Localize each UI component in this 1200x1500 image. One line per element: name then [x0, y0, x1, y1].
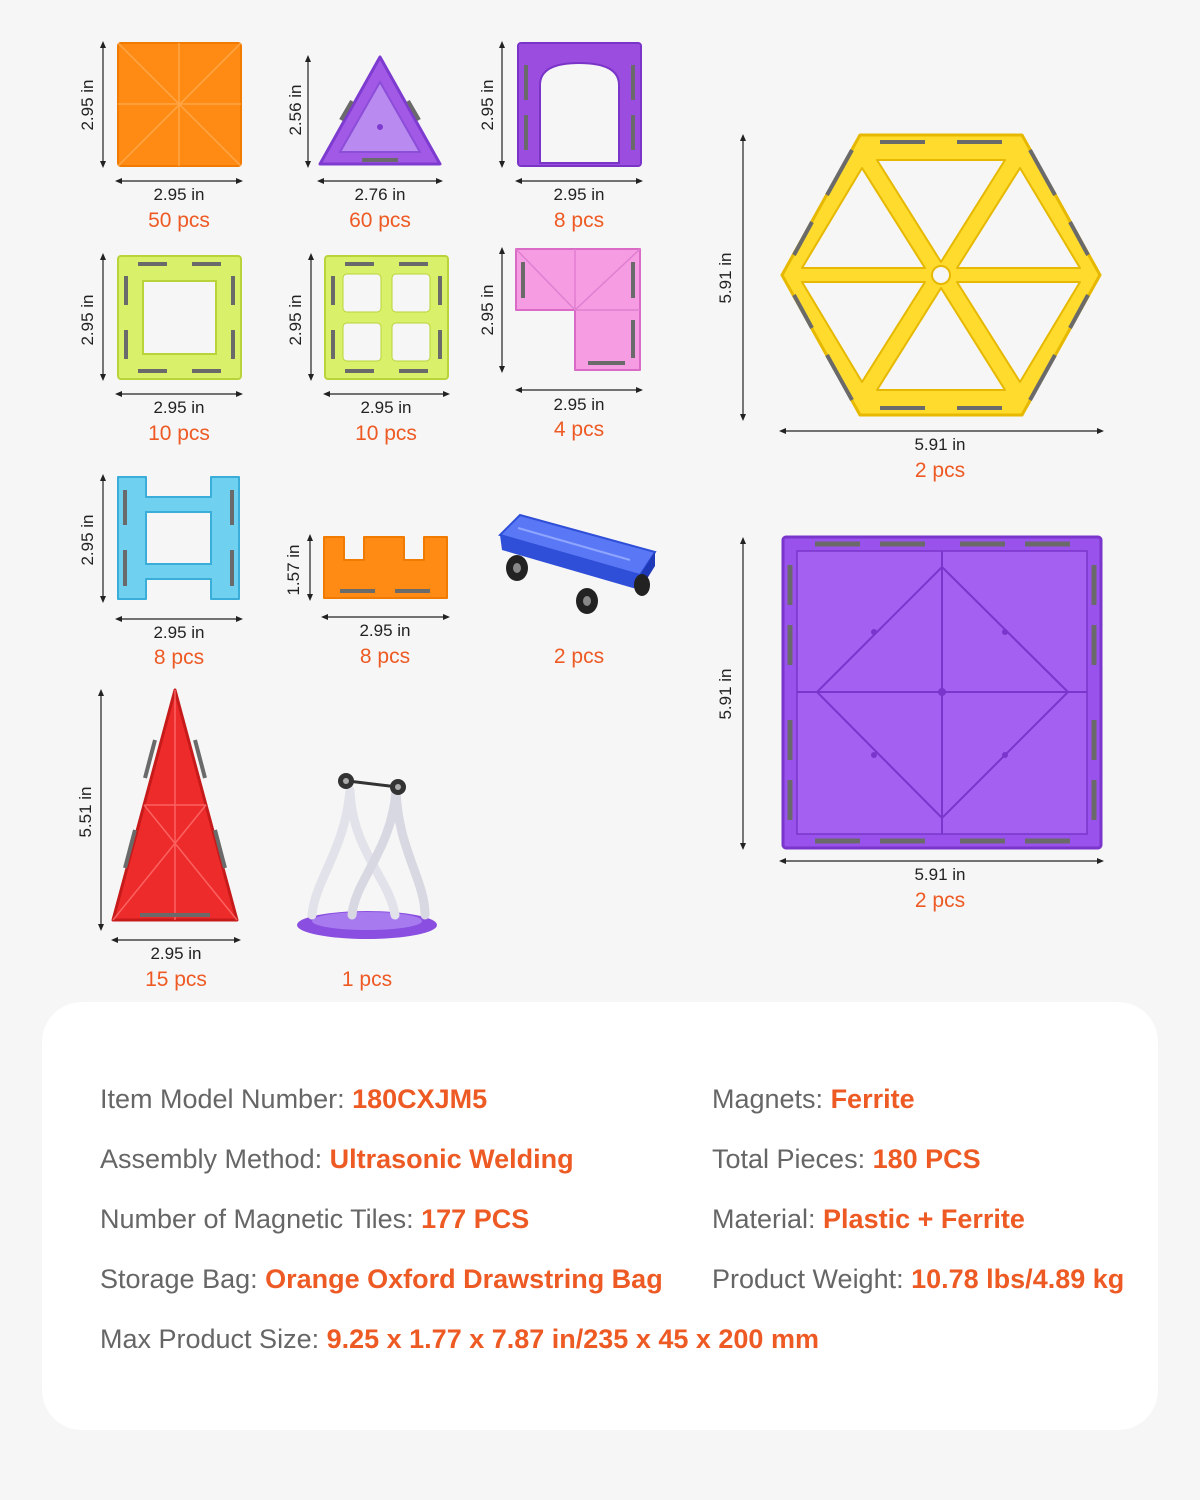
spec-bag — [100, 1264, 663, 1295]
lime-grid-width: 2.95 in — [360, 398, 412, 417]
yellow-hexagon-width: 5.91 in — [914, 435, 966, 454]
spec-size-value: 9.25 x 1.77 x 7.87 in/235 x 45 x 200 mm — [326, 1324, 819, 1354]
clear-stand-qty: 1 pcs — [341, 968, 393, 991]
cyan-h-height: 2.95 in — [78, 514, 97, 566]
spec-model-label: Item Model Number: — [100, 1084, 353, 1114]
lime-window-qty: 10 pcs — [148, 422, 210, 445]
cyan-h-qty: 8 pcs — [153, 646, 205, 669]
spec-magnets — [712, 1084, 915, 1115]
spec-assembly — [100, 1144, 574, 1175]
spec-weight — [712, 1264, 1124, 1295]
blue-car-qty: 2 pcs — [553, 645, 605, 668]
lime-grid-height: 2.95 in — [286, 294, 305, 346]
pink-l-qty: 4 pcs — [553, 418, 605, 441]
purple-arch-width: 2.95 in — [553, 185, 605, 204]
purple-large-square-qty: 2 pcs — [914, 889, 966, 912]
spec-size — [100, 1324, 819, 1355]
red-triangle-height: 5.51 in — [76, 786, 95, 838]
purple-large-square-width: 5.91 in — [914, 865, 966, 884]
orange-square-width: 2.95 in — [153, 185, 205, 204]
red-triangle-width: 2.95 in — [150, 944, 202, 963]
spec-weight-label: Product Weight: — [712, 1264, 912, 1294]
spec-panel — [42, 1002, 1158, 1430]
spec-total-value: 180 PCS — [872, 1144, 981, 1174]
purple-large-square-tile-icon — [0, 0, 1, 1]
purple-triangle-width: 2.76 in — [354, 185, 406, 204]
purple-arch-height: 2.95 in — [478, 79, 497, 131]
spec-material-label: Material: — [712, 1204, 824, 1234]
spec-tiles — [100, 1204, 529, 1235]
orange-square-qty: 50 pcs — [148, 209, 210, 232]
spec-magnets-value: Ferrite — [830, 1084, 915, 1114]
spec-tiles-value: 177 PCS — [421, 1204, 530, 1234]
orange-crenel-width: 2.95 in — [359, 621, 411, 640]
spec-total-label: Total Pieces: — [712, 1144, 873, 1174]
spec-bag-value: Orange Oxford Drawstring Bag — [265, 1264, 663, 1294]
lime-window-width: 2.95 in — [153, 398, 205, 417]
spec-assembly-label: Assembly Method: — [100, 1144, 330, 1174]
spec-material-value: Plastic + Ferrite — [823, 1204, 1025, 1234]
spec-bag-label: Storage Bag: — [100, 1264, 266, 1294]
spec-model-value: 180CXJM5 — [352, 1084, 488, 1114]
spec-material — [712, 1204, 1025, 1235]
red-triangle-qty: 15 pcs — [145, 968, 207, 991]
cyan-h-width: 2.95 in — [153, 623, 205, 642]
orange-crenel-height: 1.57 in — [284, 544, 303, 596]
pink-l-height: 2.95 in — [478, 284, 497, 336]
orange-crenel-qty: 8 pcs — [359, 645, 411, 668]
yellow-hexagon-qty: 2 pcs — [914, 459, 966, 482]
purple-arch-qty: 8 pcs — [553, 209, 605, 232]
lime-window-height: 2.95 in — [78, 294, 97, 346]
lime-grid-qty: 10 pcs — [355, 422, 417, 445]
spec-tiles-label: Number of Magnetic Tiles: — [100, 1204, 422, 1234]
spec-model — [100, 1084, 487, 1115]
purple-triangle-qty: 60 pcs — [349, 209, 411, 232]
spec-assembly-value: Ultrasonic Welding — [329, 1144, 574, 1174]
orange-square-height: 2.95 in — [78, 79, 97, 131]
spec-total — [712, 1144, 981, 1175]
purple-large-square-height: 5.91 in — [716, 668, 735, 720]
yellow-hexagon-height: 5.91 in — [716, 252, 735, 304]
spec-size-label: Max Product Size: — [100, 1324, 327, 1354]
spec-magnets-label: Magnets: — [712, 1084, 831, 1114]
pink-l-width: 2.95 in — [553, 395, 605, 414]
spec-weight-value: 10.78 lbs/4.89 kg — [911, 1264, 1125, 1294]
purple-triangle-height: 2.56 in — [286, 84, 305, 136]
